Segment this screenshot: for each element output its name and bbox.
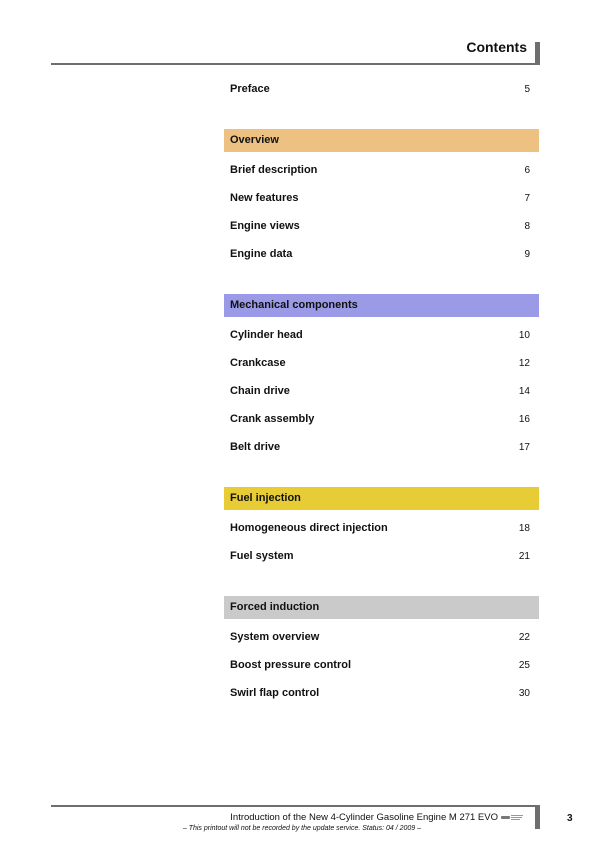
toc-entry[interactable] [224,378,539,406]
toc-entry-label: Engine views [230,220,300,232]
footer-title: Introduction of the New 4-Cylinder Gasoline Engine M 271 EVO [230,812,498,823]
toc-entry[interactable] [224,406,539,434]
toc-entry-page: 25 [518,660,530,671]
toc-entry[interactable] [224,680,539,708]
section-title: Overview [230,134,279,146]
toc-entry[interactable] [224,185,539,213]
toc-entry-page: 21 [518,551,530,562]
toc-entry-label: Preface [230,83,270,95]
toc-entry-label: Crank assembly [230,413,315,425]
toc-entry[interactable] [224,652,539,680]
table-of-contents [224,76,539,708]
toc-entry[interactable] [224,157,539,185]
page-title: Contents [466,39,527,55]
toc-entry-page: 30 [518,688,530,699]
toc-entry[interactable] [224,543,539,571]
section-title: Forced induction [230,601,320,613]
toc-entry-page: 17 [518,442,530,453]
section-heading-mechanical-components [224,294,539,317]
toc-entry-page: 12 [518,358,530,369]
toc-entry-label: Brief description [230,164,318,176]
toc-entry-label: Chain drive [230,385,290,397]
header-rule [51,63,540,65]
header-bar [535,42,540,65]
section-title: Fuel injection [230,492,301,504]
toc-entry-page: 8 [524,221,530,232]
toc-entry-page: 14 [518,386,530,397]
footer-bar [535,805,540,829]
toc-entry-page: 9 [524,249,530,260]
section-heading-overview [224,129,539,152]
toc-entry-label: Engine data [230,248,293,260]
toc-entry-page: 5 [524,84,530,95]
footer-note: – This printout will not be recorded by the update service. Status: 04 / 2009 – [182,825,421,832]
toc-entry-page: 7 [524,193,530,204]
toc-entry[interactable] [224,434,539,462]
toc-entry[interactable] [224,624,539,652]
toc-entry-label: Fuel system [230,550,294,562]
toc-entry-label: Cylinder head [230,329,303,341]
section-heading-forced-induction [224,596,539,619]
section-heading-fuel-injection [224,487,539,510]
toc-entry[interactable] [224,213,539,241]
toc-entry-page: 22 [518,632,530,643]
toc-entry-page: 18 [518,523,530,534]
toc-entry[interactable] [224,241,539,269]
toc-entry[interactable] [224,322,539,350]
toc-entry[interactable] [224,515,539,543]
toc-entry[interactable] [224,350,539,378]
toc-entry-page: 16 [518,414,530,425]
toc-entry-label: Crankcase [230,357,286,369]
toc-entry-page: 6 [524,165,530,176]
toc-entry-label: New features [230,192,299,204]
page-number: 3 [567,813,573,824]
toc-entry-preface[interactable] [224,76,539,104]
section-title: Mechanical components [230,299,358,311]
toc-entry-label: Swirl flap control [230,687,320,699]
toc-entry-label: System overview [230,631,320,643]
toc-entry-label: Boost pressure control [230,659,352,671]
toc-entry-label: Belt drive [230,441,281,453]
toc-entry-page: 10 [518,330,530,341]
footer-rule [51,805,540,807]
brand-logo-icon [501,814,523,821]
toc-entry-label: Homogeneous direct injection [230,522,388,534]
